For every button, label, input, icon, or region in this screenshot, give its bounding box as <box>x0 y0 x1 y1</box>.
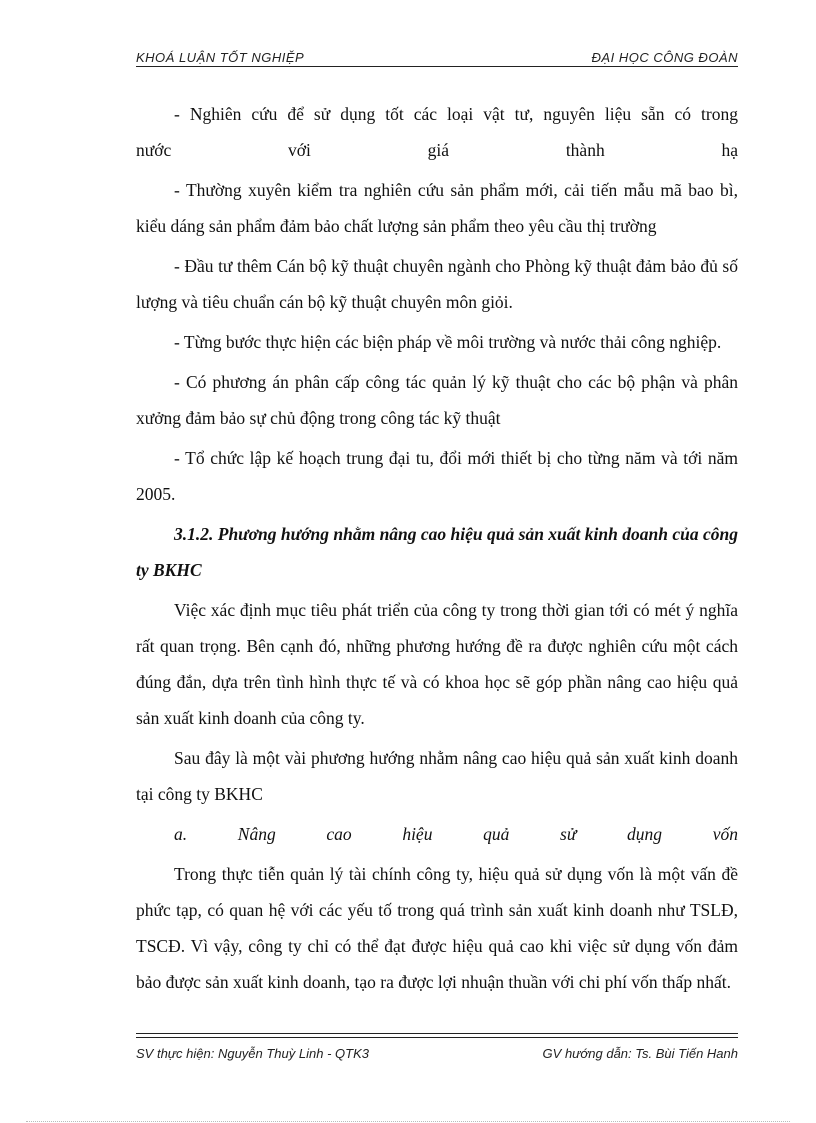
page-header <box>136 50 738 66</box>
paragraph-directions: Sau đây là một vài phương hướng nhằm nâng cao hiệu quả sản xuất kinh doanh tại công ty BKHC <box>136 748 738 804</box>
paragraph-materials-cont <box>136 132 738 168</box>
page-footer <box>136 1046 738 1062</box>
footer-divider-bottom <box>136 1037 738 1038</box>
header-divider <box>136 66 738 67</box>
paragraph-materials <box>136 96 738 132</box>
section-heading: 3.1.2. Phương hướng nhằm nâng cao hiệu quả sản xuất kinh doanh của công ty BKHC <box>136 524 738 580</box>
paragraph-environment: - Từng bước thực hiện các biện pháp về môi trường và nước thải công nghiệp. <box>174 332 722 352</box>
footer-divider-top <box>136 1033 738 1034</box>
footer-supervisor: GV hướng dẫn: Ts. Bùi Tiến Hanh <box>542 1046 738 1061</box>
subsection-heading: a. Nâng cao hiệu quả sử dụng vốn <box>174 824 738 844</box>
paragraph-goals: Việc xác định mục tiêu phát triển của công ty trong thời gian tới có mét ý nghĩa rất quan trọng. Bên cạnh đó, những phương hướng đề ra được nghiên cứu một cách đúng đắn, dựa trên tình hình thực tế và có khoa học sẽ góp phần nâng cao hiệu quả sản xuất kinh doanh của công ty. <box>136 600 738 728</box>
paragraph-research: - Thường xuyên kiểm tra nghiên cứu sản phẩm mới, cải tiến mẫu mã bao bì, kiểu dáng sản phẩm đảm bảo chất lượng sản phẩm theo yêu cầu thị trường <box>136 180 738 236</box>
paragraph-staff: - Đầu tư thêm Cán bộ kỹ thuật chuyên ngành cho Phòng kỹ thuật đảm bảo đủ số lượng và tiêu chuẩn cán bộ kỹ thuật chuyên môn giỏi. <box>136 256 738 312</box>
paragraph-planning: - Tổ chức lập kế hoạch trung đại tu, đổi mới thiết bị cho từng năm và tới năm 2005. <box>136 448 738 504</box>
header-left-title: KHOÁ LUẬN TỐT NGHIỆP <box>136 50 305 65</box>
document-body <box>136 96 738 1004</box>
paragraph-materials-line-1: - Nghiên cứu để sử dụng tốt các loại vật tư, nguyên liệu sẵn có trong <box>174 104 738 124</box>
page-bottom-dotted-line <box>26 1121 790 1122</box>
header-right-title: ĐẠI HỌC CÔNG ĐOÀN <box>591 50 738 65</box>
paragraph-capital: Trong thực tiễn quản lý tài chính công ty, hiệu quả sử dụng vốn là một vấn đề phức tạp, có quan hệ với các yếu tố trong quá trình sản xuất kinh doanh như TSLĐ, TSCĐ. Vì vậy, công ty chỉ có thể đạt được hiệu quả cao khi việc sử dụng vốn đảm bảo được sản xuất kinh doanh, tạo ra được lợi nhuận thuần với chi phí vốn thấp nhất. <box>136 864 738 992</box>
paragraph-materials-line-2: nước với giá thành hạ <box>136 140 738 160</box>
paragraph-management: - Có phương án phân cấp công tác quản lý kỹ thuật cho các bộ phận và phân xưởng đảm bảo sự chủ động trong công tác kỹ thuật <box>136 372 738 428</box>
footer-student: SV thực hiện: Nguyễn Thuỳ Linh - QTK3 <box>136 1046 369 1061</box>
